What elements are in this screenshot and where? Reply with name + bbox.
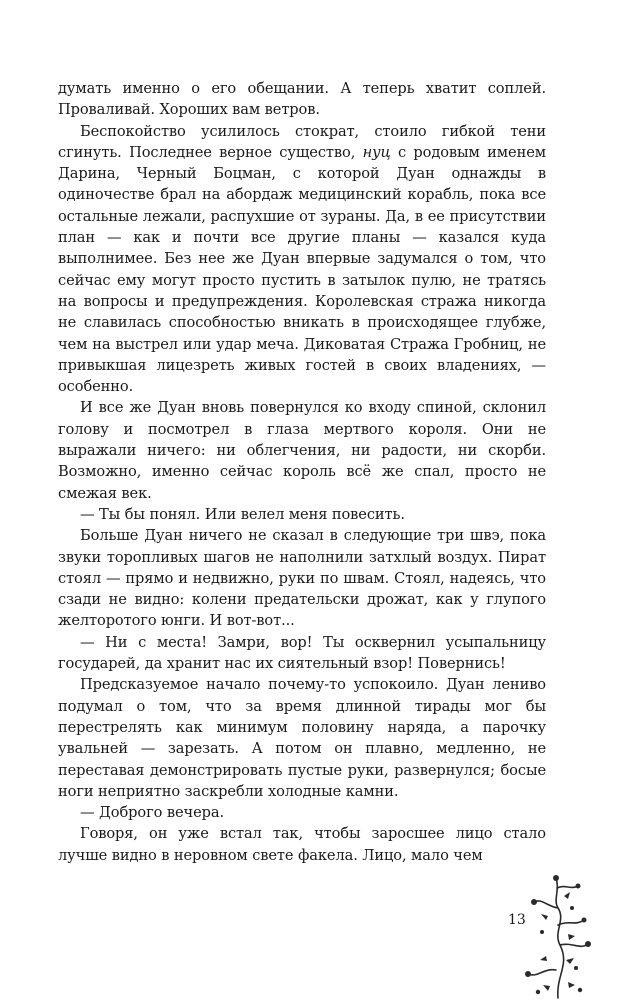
page-number: 13 (508, 912, 526, 928)
italic-term: нуц (362, 143, 391, 161)
paragraph-text: Беспокойство усилилось стократ, стоило гибкой тени сгинуть. Последнее верное существо, (58, 122, 546, 161)
dialogue-line: — Ты бы понял. Или велел меня повесить. (80, 505, 405, 523)
floral-ornament-icon (498, 870, 598, 1000)
paragraph (58, 121, 546, 398)
paragraph: думать именно о его обещании. А теперь хватит соплей. Проваливай. Хороших вам ветров. (58, 80, 546, 119)
paragraph: Говоря, он уже встал так, чтобы заросшее лицо стало лучше видно в неровном свете факела. Лицо, мало чем (58, 825, 546, 864)
paragraph: Больше Дуан ничего не сказал в следующие три швэ, пока звуки торопливых шагов не наполнили затхлый воздух. Пират стоял — прямо и недвижно, руки по швам. Стоял, надеясь, что сзади не видно: колени предательски дрожат, как у глупого желторотого юнги. И вот-вот... (58, 527, 546, 630)
dialogue-line: — Ни с места! Замри, вор! Ты осквернил усыпальницу государей, да хранит нас их сиятельный взор! Повернись! (58, 633, 546, 673)
paragraph: И все же Дуан вновь повернулся ко входу спиной, склонил голову и посмотрел в глаза мертвого короля. Они не выражали ничего: ни облегчения, ни радости, ни скорби. Возможно, именно сейчас король всё же спал, просто не смежая век. (58, 399, 546, 502)
body-text (58, 78, 546, 866)
paragraph-text: с родовым именем Дарина, Черный Боцман, с которой Дуан однажды в одиночестве брал на абордаж медицинский корабль, пока все остальные лежали, распухшие от зураны. Да, в ее присутствии план — как и почти все другие планы — казался куда выполнимее. Без нее же Дуан впервые задумался о том, что сейчас ему могут просто пустить в затылок пулю, не тратясь на вопросы и предупреждения. Королевская стража никогда не славилась способностью вникать в происходящее глубже, чем на выстрел или удар меча. Диковатая Стража Гробниц, не привыкшая лицезреть живых гостей в своих владениях, — особенно. (58, 143, 546, 396)
dialogue-line: — Доброго вечера. (80, 804, 224, 822)
paragraph: Предсказуемое начало почему-то успокоило. Дуан лениво подумал о том, что за время длинной тирады мог бы перестрелять как минимум половину наряда, а парочку увальней — зарезать. А потом он плавно, медленно, не переставая демонстрировать пустые руки, развернулся; босые ноги неприятно заскребли холодные камни. (58, 676, 546, 800)
